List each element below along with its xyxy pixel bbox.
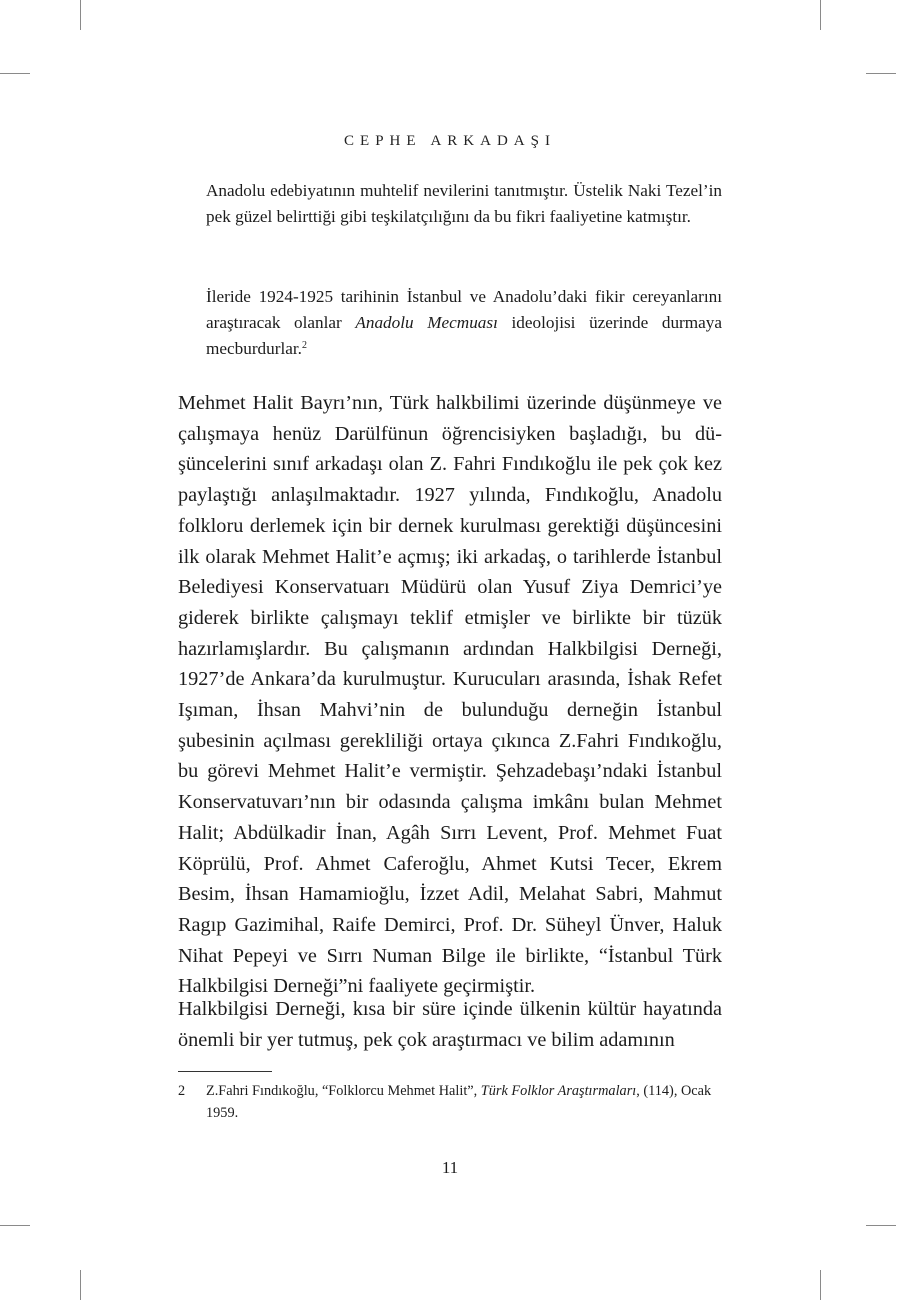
page-number: 11	[441, 1158, 459, 1177]
footnote-reference[interactable]: 2	[301, 340, 307, 351]
footnote-text	[206, 1080, 722, 1124]
body-paragraph: Mehmet Halit Bayrı’nın, Türk halkbilimi üzerinde düşünmeye ve çalışmaya henüz Darülfünun öğrencisiyken başladığı, bu düşüncelerini sınıf arkadaşı olan Z. Fahri Fındıkoğlu ile pek çok kez paylaştığı anlaşılmaktadır. 1927 yılında, Fındıkoğlu, Anadolu folkloru derlemek için bir dernek kurulması gerektiği düşüncesini ilk olarak Mehmet Halit’e açmış; iki arkadaş, o tarihlerde İstanbul Belediyesi Konservatuarı Müdürü olan Yusuf Ziya Demrici’ye giderek birlikte çalışmayı teklif etmişler ve birlikte bir tüzük hazırlamışlardır. Bu çalışmanın ardından Halkbilgisi Derneği, 1927’de Ankara’da kurulmuştur. Kurucuları arasında, İshak Refet Işıman, İhsan Mahvi’nin de bulunduğu derneğin İstanbul şubesinin açılması gerekliliği ortaya çıkınca Z.Fahri Fındıkoğlu, bu görevi Mehmet Halit’e vermiştir. Şehzadebaşı’ndaki İstanbul Konservatuvarı’nın bir odasında çalışma imkânı bulan Mehmet Halit; Abdülkadir İnan, Agâh Sırrı Levent, Prof. Mehmet Fuat Köprülü, Prof. Ahmet Caferoğlu, Ahmet Kutsi Tecer, Ekrem Besim, İhsan Hamamioğlu, İzzet Adil, Melahat Sabri, Mahmut Ragıp Gazimihal, Raife Demirci, Prof. Dr. Süheyl Ünver, Haluk Nihat Pepeyi ve Sırrı Numan Bilge ile birlikte, “İstanbul Türk Halkbilgisi Derneği”ni faaliyete geçirmiştir.	[178, 392, 722, 998]
crop-mark	[0, 1225, 30, 1226]
crop-mark	[80, 0, 81, 30]
quote-text: ideolojisi üzerinde durmaya mecburdurlar.	[206, 313, 722, 358]
crop-mark	[0, 73, 30, 74]
footnote-citation: Z.Fahri Fındıkoğlu, “Folklorcu Mehmet Halit”,	[206, 1083, 481, 1099]
crop-mark	[866, 1225, 896, 1226]
running-head: CEPHE ARKADAŞI	[344, 133, 556, 149]
footnote-number: 2	[178, 1083, 186, 1099]
footnote-divider	[178, 1071, 272, 1072]
body-paragraph: Halkbilgisi Derneği, kısa bir süre içinde ülkenin kültür hayatında önemli bir yer tutmuş, pek çok araştırmacı ve bilim adamının	[178, 998, 722, 1051]
crop-mark	[866, 73, 896, 74]
crop-mark	[820, 1270, 821, 1300]
quote-text: İleride 1924-1925 tarihinin İstanbul ve Anadolu’daki fikir cereyanlarını araştıracak olanlar	[206, 287, 722, 332]
footnote	[178, 1080, 722, 1124]
block-quote-paragraph	[206, 284, 722, 362]
crop-mark	[820, 0, 821, 30]
block-quote-paragraph: Anadolu edebiyatının muhtelif nevilerini tanıtmıştır. Üstelik Naki Tezel’in pek güzel belirttiği gibi teşkilatçılığını da bu fikri faaliyetine katmıştır.	[206, 181, 722, 226]
footnote-italic-title: Türk Folklor Araştırmaları	[480, 1083, 637, 1099]
quote-italic-title: Anadolu Mecmuası	[355, 313, 498, 332]
footnote-citation: , (114), Ocak 1959.	[206, 1083, 712, 1121]
crop-mark	[80, 1270, 81, 1300]
